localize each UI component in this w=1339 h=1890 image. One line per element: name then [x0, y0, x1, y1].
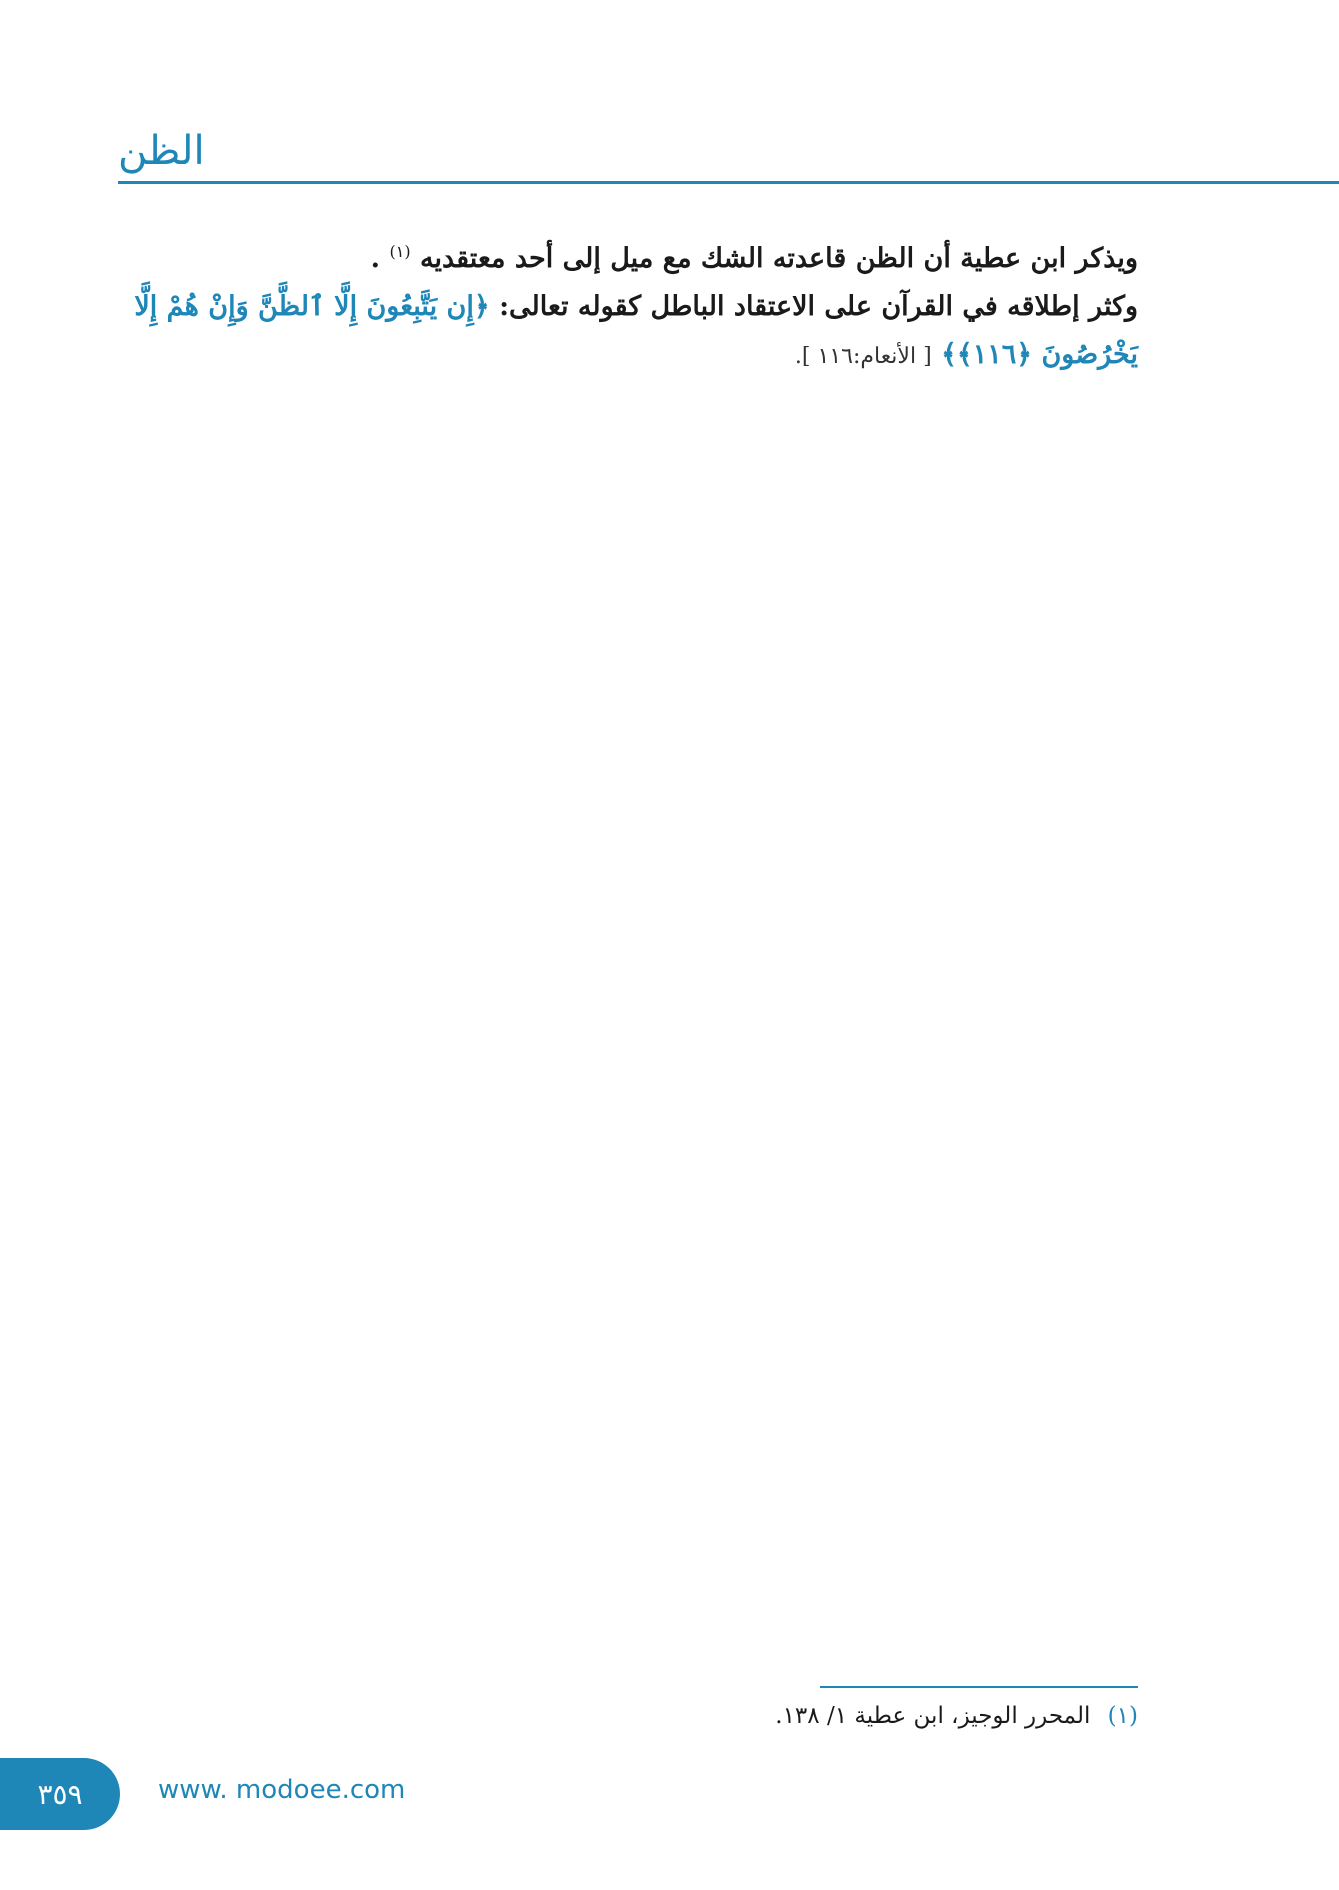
- quran-verse: ﴿إِن يَتَّبِعُونَ إِلَّا ٱلظَّنَّ وَإِنْ هُمْ إِلَّا يَخْرُصُونَ ﴿١١٦﴾﴾: [134, 291, 1138, 370]
- paragraph-2: [118, 283, 1138, 381]
- verse-reference: [ الأنعام:١١٦ ].: [794, 344, 932, 369]
- paragraph-1: [118, 228, 1138, 283]
- website-link[interactable]: www. modoee.com: [158, 1775, 406, 1805]
- footnote-text: المحرر الوجيز، ابن عطية ١/ ١٣٨.: [775, 1703, 1091, 1729]
- main-text: [118, 228, 1138, 381]
- header-divider: [118, 181, 1339, 184]
- page-number-badge: [0, 1758, 120, 1830]
- footnote-reference[interactable]: (١): [389, 242, 411, 261]
- footnote-divider: [820, 1686, 1138, 1688]
- paragraph-1-period: .: [370, 243, 381, 274]
- paragraph-2-text: وكثر إطلاقه في القرآن على الاعتقاد الباطل كقوله تعالى:: [499, 291, 1138, 322]
- page-title: الظن: [118, 128, 205, 174]
- page-number: ٣٥٩: [37, 1777, 83, 1811]
- footnote-number: (١): [1107, 1703, 1138, 1729]
- footnote: [560, 1703, 1138, 1729]
- paragraph-1-text: ويذكر ابن عطية أن الظن قاعدته الشك مع ميل إلى أحد معتقديه: [419, 243, 1138, 274]
